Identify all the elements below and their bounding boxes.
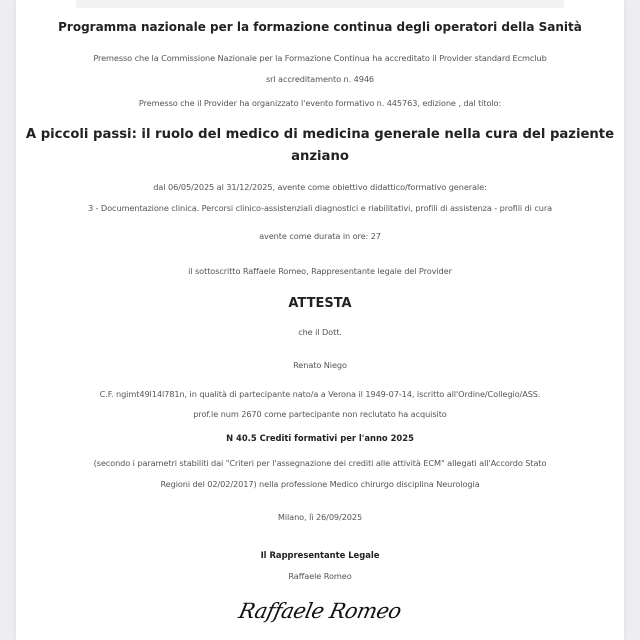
- premise-event: Premesso che il Provider ha organizzato l'evento formativo n. 445763, edizione , dal titolo:: [138, 98, 502, 108]
- participant-registration: prof.le num 2670 come partecipante non reclutato ha acquisito: [193, 409, 447, 419]
- place-date: Milano, lì 26/09/2025: [277, 512, 363, 522]
- legal-rep-name: Raffaele Romeo: [288, 571, 352, 581]
- event-title-line2: anziano: [291, 149, 349, 164]
- credits: N 40.5 Crediti formativi per l'anno 2025: [226, 433, 414, 443]
- participant-name: Renato Niego: [293, 360, 347, 370]
- certificate-page: [16, 0, 624, 640]
- top-bar: [76, 0, 564, 8]
- event-objective: 3 - Documentazione clinica. Percorsi clinico-assistenziali diagnostici e riabilitativi, profili di assistenza - profili di cura: [87, 203, 553, 213]
- criteria-line1: (secondo i parametri stabiliti dai "Criteri per l'assegnazione dei crediti alle attività ECM" allegati all'Accordo Stato: [93, 458, 547, 468]
- event-title-line1: A piccoli passi: il ruolo del medico di medicina generale nella cura del paziente: [25, 127, 615, 142]
- participant-details: C.F. ngimt49l14l781n, in qualità di partecipante nato/a a Verona il 1949-07-14, iscritto all'Ordine/Collegio/ASS.: [99, 389, 541, 399]
- criteria-line2: Regioni del 02/02/2017) nella professione Medico chirurgo disciplina Neurologia: [160, 479, 480, 489]
- event-duration: avente come durata in ore: 27: [259, 231, 381, 241]
- signatory-intro: il sottoscritto Raffaele Romeo, Rappresentante legale del Provider: [188, 266, 452, 276]
- premise-accreditation-number: srl accreditamento n. 4946: [265, 74, 375, 84]
- attesta-heading: ATTESTA: [288, 296, 352, 311]
- event-period: dal 06/05/2025 al 31/12/2025, avente come obiettivo didattico/formativo generale:: [153, 182, 487, 192]
- signature-image: Raffaele Romeo: [236, 599, 404, 623]
- dott-label: che il Dott.: [298, 327, 342, 337]
- header-title: Programma nazionale per la formazione continua degli operatori della Sanità: [58, 20, 582, 34]
- premise-accreditation: Premesso che la Commissione Nazionale per la Formazione Continua ha accreditato il Provider standard Ecmclub: [93, 53, 547, 63]
- legal-rep-title: Il Rappresentante Legale: [260, 550, 380, 560]
